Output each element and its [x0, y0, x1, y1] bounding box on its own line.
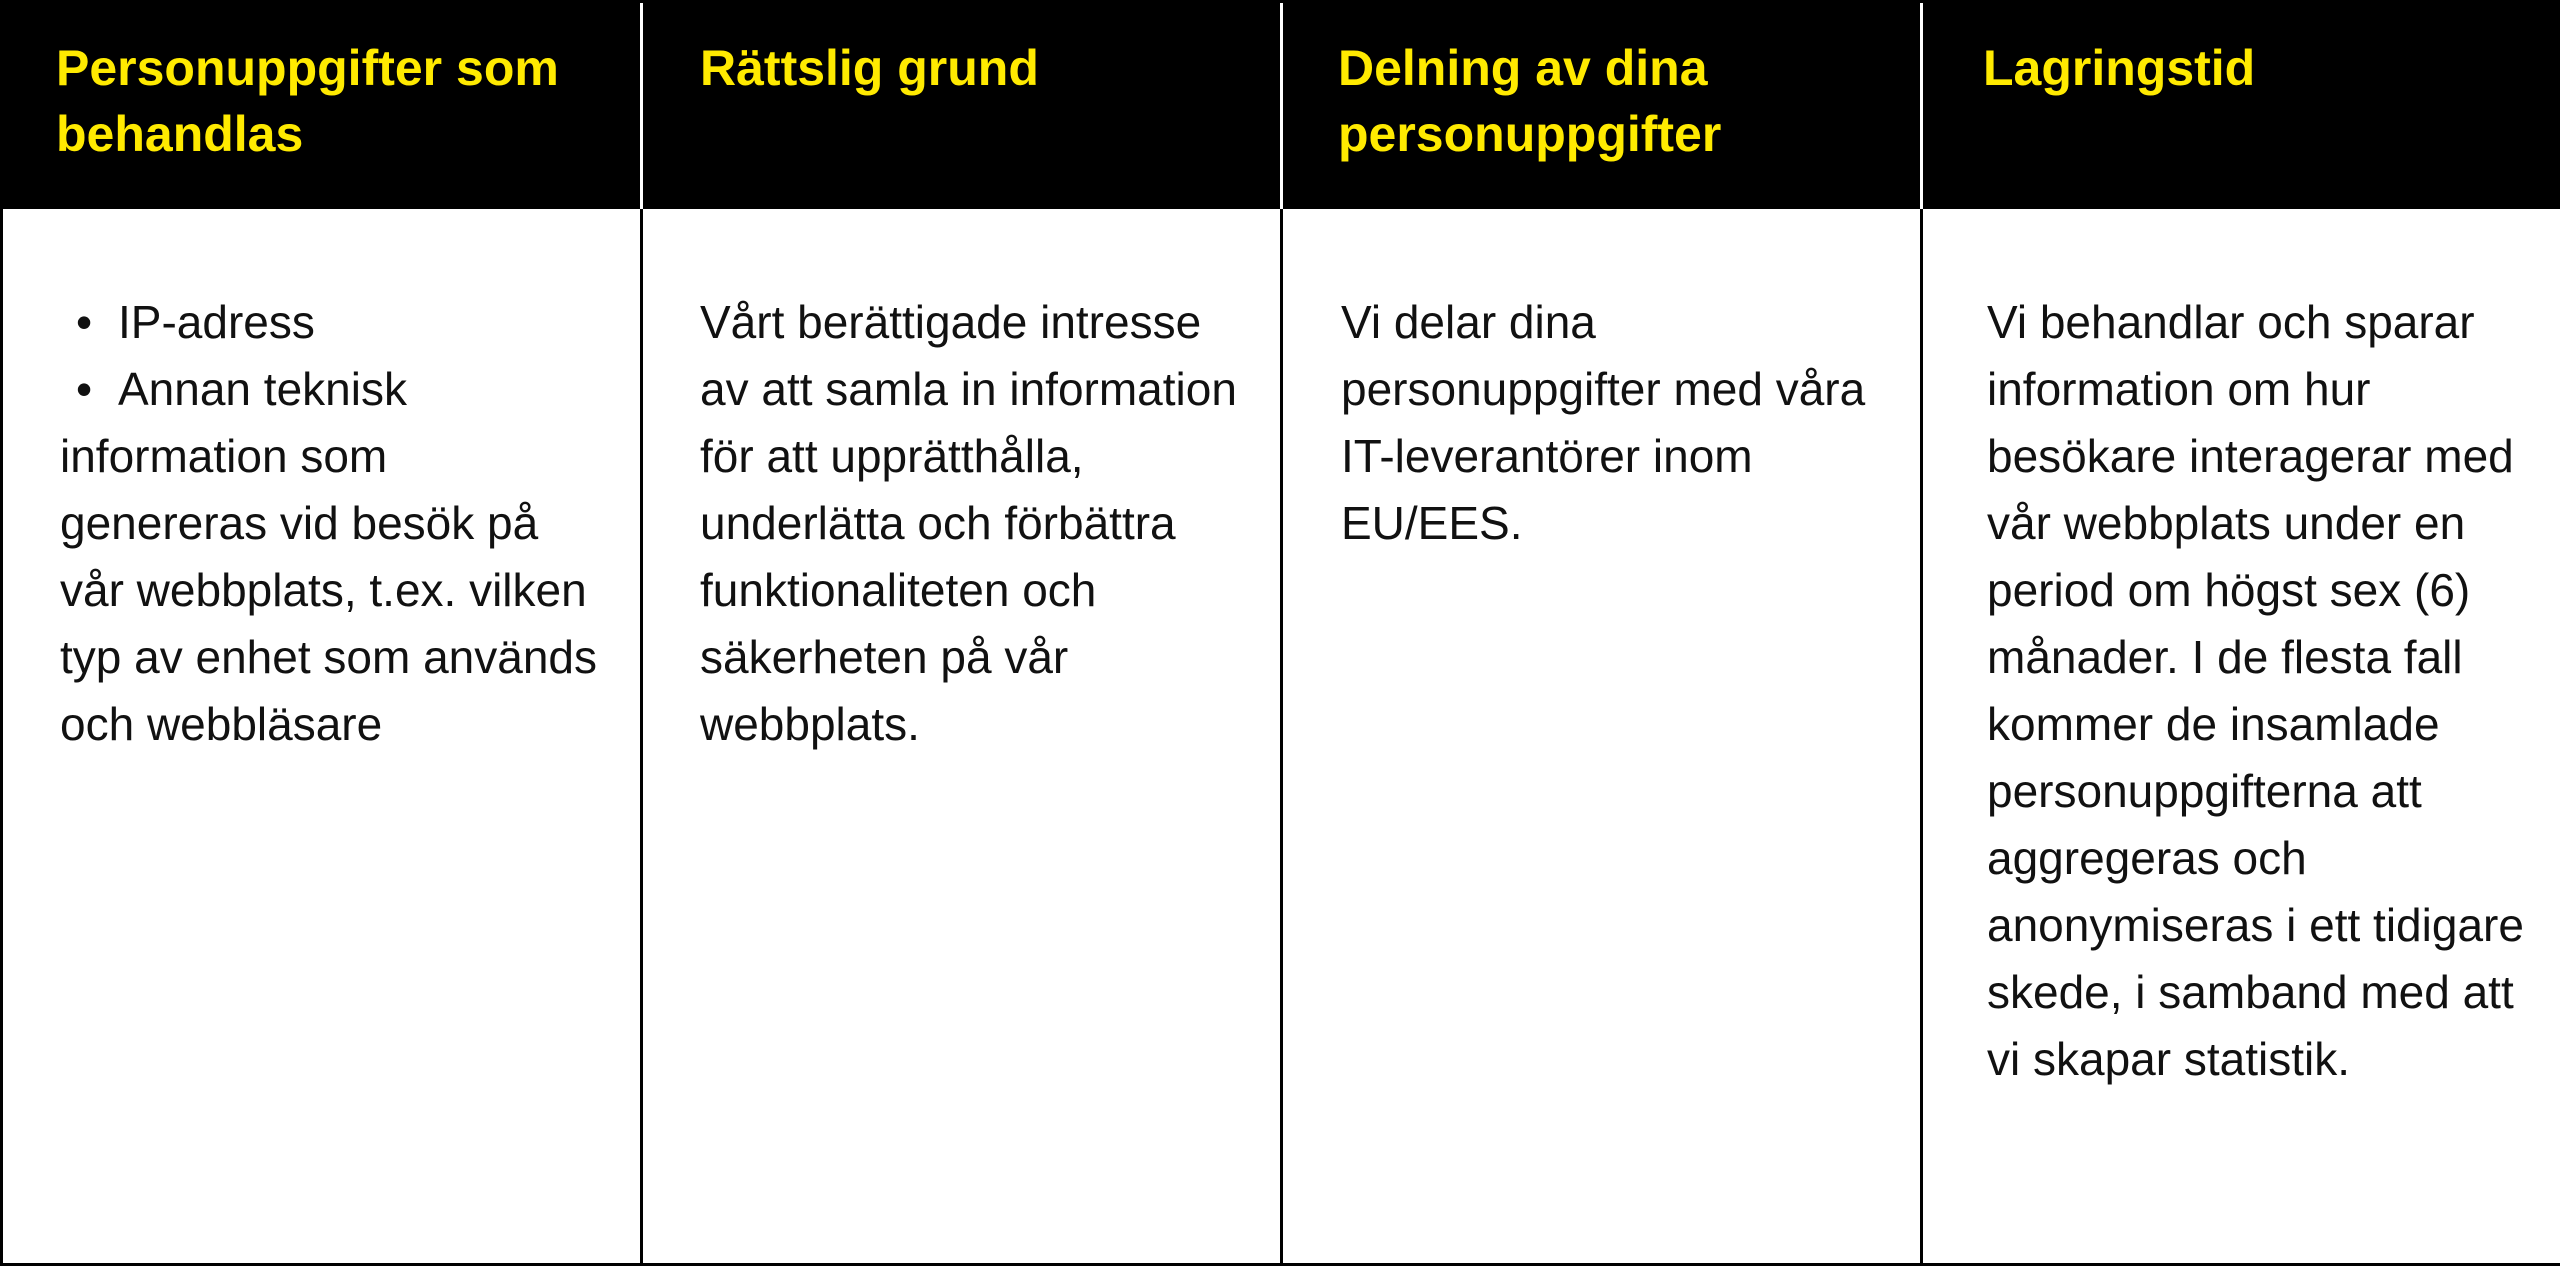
cell-sharing: [1283, 209, 1923, 1263]
list-continuation: information som genereras vid besök på vår webbplats, t.ex. vilken typ av enhet som används och webbläsare: [60, 430, 597, 750]
list-item: [60, 289, 600, 356]
list-item: [60, 356, 600, 423]
bullet-icon: •: [75, 363, 93, 415]
bullet-icon: •: [75, 296, 93, 348]
header-sharing: Delning av dina personuppgifter: [1283, 3, 1923, 209]
cell-personal-data: [3, 209, 643, 1263]
list-item-label: Annan teknisk: [118, 363, 407, 415]
header-legal-basis: Rättslig grund: [643, 3, 1283, 209]
retention-text: Vi behandlar och sparar information om hur besökare interagerar med vår webbplats under en period om högst sex (6) månader. I de flesta fall kommer de insamlade personuppgifterna att aggregeras och anonymiseras i ett tidigare skede, i samband med att vi skapar statistik.: [1987, 296, 2524, 1085]
header-retention: Lagringstid: [1923, 3, 2560, 209]
cell-legal-basis: [643, 209, 1283, 1263]
list-item-label: IP-adress: [118, 296, 315, 348]
header-personal-data: Personuppgifter som behandlas: [3, 3, 643, 209]
sharing-text: Vi delar dina personuppgifter med våra IT-leverantörer inom EU/EES.: [1341, 296, 1866, 549]
cell-retention: [1923, 209, 2560, 1263]
legal-basis-text: Vårt berättigade intresse av att samla in information för att upprätthålla, underlätta och förbättra funktionaliteten och säkerheten på vår webbplats.: [700, 296, 1237, 750]
